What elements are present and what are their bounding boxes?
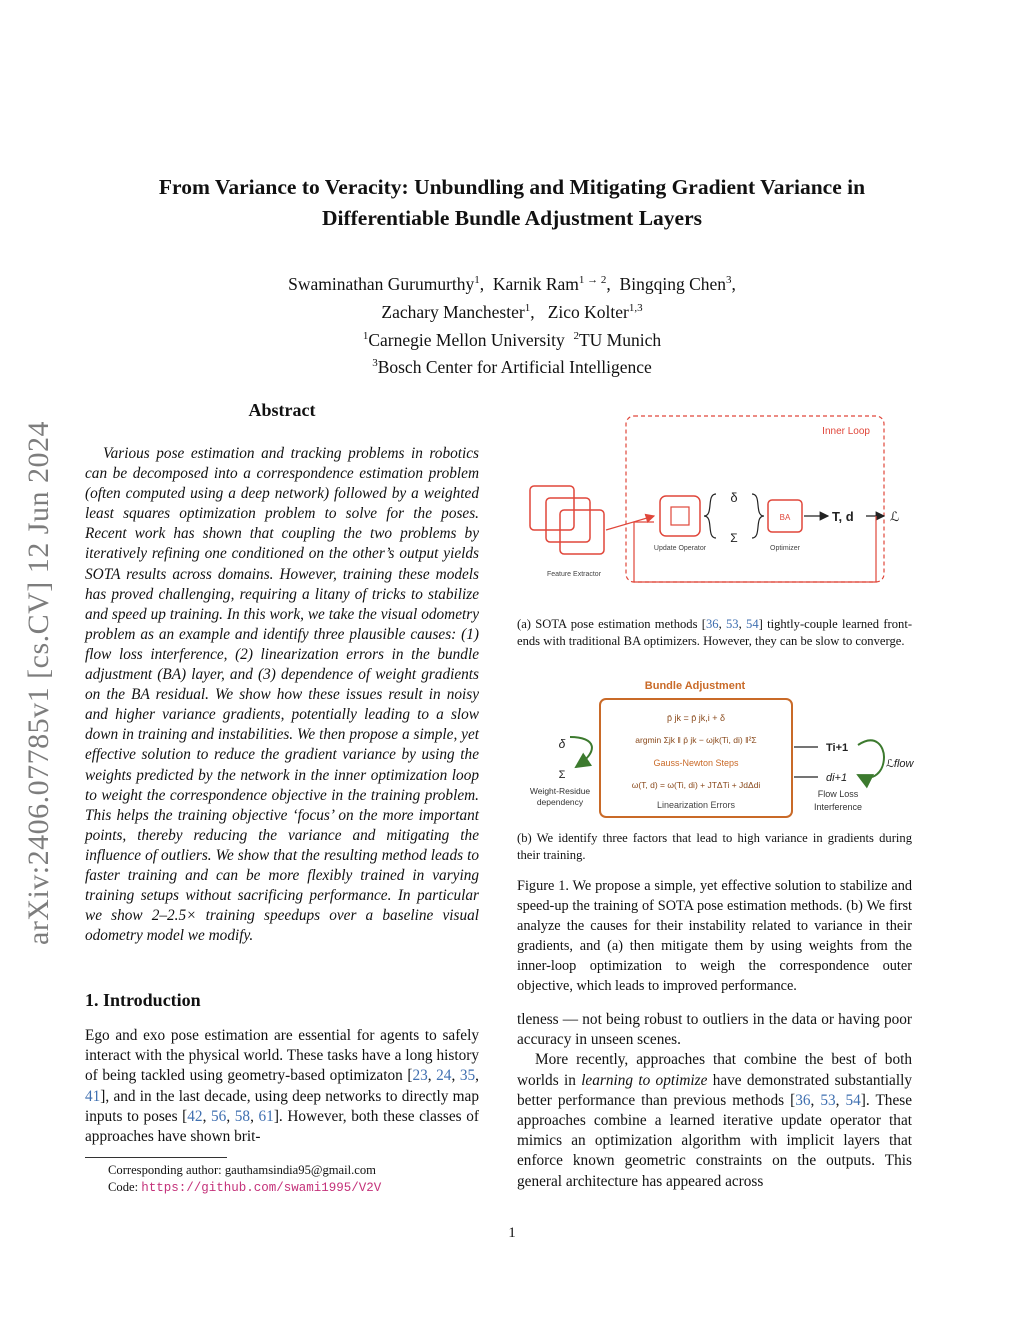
author-block bbox=[130, 268, 894, 379]
author-sup: 3 bbox=[726, 274, 732, 286]
intro-text: ], and in the last decade, using deep networks to directly map inputs to poses [ bbox=[85, 1087, 479, 1125]
flow-loss-arrow bbox=[858, 740, 884, 757]
caption-a: (a) SOTA pose estimation methods [36, 53, 54] tightly-couple learned front-ends with traditional BA optimizers. However, they can be slow to converge. bbox=[517, 617, 913, 648]
figure-1-caption: Figure 1. We propose a simple, yet effective solution to stabilize and speed-up the training of SOTA pose estimation methods. (b) We first analyze the causes for their instability related to variance in their gradients, and (a) then mitigate them by using weights from the inner-loop optimization to weigh the correspondence outer objective, which leads to improved performance. bbox=[517, 878, 912, 994]
delta-symbol: δ bbox=[558, 737, 566, 751]
author-name: Karnik Ram bbox=[492, 273, 579, 294]
arxiv-identifier: arXiv:2406.07785v1 [cs.CV] 12 Jun 2024 bbox=[22, 421, 55, 945]
inner-loop-label: Inner Loop bbox=[822, 426, 870, 437]
page-number: 1 bbox=[508, 1225, 516, 1241]
figure-b-diagram bbox=[520, 675, 920, 820]
author-sup: 1 → 2 bbox=[578, 274, 607, 286]
feature-extractor-frame bbox=[530, 486, 574, 530]
author-sup: 1 bbox=[474, 274, 480, 286]
author-name: Zachary Manchester bbox=[381, 301, 525, 322]
introduction-body bbox=[85, 1026, 479, 1147]
output-label: T, d bbox=[832, 509, 854, 524]
citation-link[interactable]: 54 bbox=[845, 1091, 861, 1109]
equation-3: ω(T, d) = ω(Ti, di) + JTΔTi + JdΔdi bbox=[631, 780, 761, 790]
equation-2: argmin Σjk ‖ p̄ jk − ωjk(Ti, di) ‖²Σ bbox=[635, 735, 757, 745]
paragraph-learning-to-optimize: More recently, approaches that combine the best of both worlds in learning to optimize have demonstrated substantially better performance than previous methods [36, 53, 54]. These approaches combine a learned iterative update operator that mimics an optimization algorithm with implicit layers that enforce known geometric constraints on the outputs. This general architecture has appeared across bbox=[517, 1051, 912, 1190]
loss-symbol: ℒ bbox=[890, 509, 900, 524]
code-label: Code: bbox=[108, 1180, 142, 1194]
abstract-heading: Abstract bbox=[248, 400, 316, 420]
linearization-errors-label: Linearization Errors bbox=[656, 800, 736, 810]
citation-link[interactable]: 42 bbox=[187, 1107, 203, 1125]
update-operator-inner bbox=[671, 507, 689, 525]
affiliation: Carnegie Mellon University bbox=[368, 329, 565, 350]
title-line-2: Differentiable Bundle Adjustment Layers bbox=[321, 206, 703, 230]
intro-paragraph: Ego and exo pose estimation are essential for agents to safely interact with the physical world. These tasks have a long history of being tackled using geometry-based optimizaton [23, 24, 35, 41], and in the last decade, using deep networks to directly map inputs to poses [42, 56, 58, 61]. However, both these classes of approaches have shown brit- bbox=[85, 1027, 479, 1146]
affiliation: TU Munich bbox=[578, 329, 662, 350]
abstract-text: Various pose estimation and tracking problems in robotics can be decomposed into a correspondence estimation problem (often computed using a deep network) followed by a weighted least squares optimization problem to solve for the poses. Recent work has shown that coupling the two problems by iteratively refining one conditioned on the other’s output yields SOTA results across domains. However, training these models has proved challenging, requiring a litany of tricks to stabilize and speed up training. In this work, we take the visual odometry problem as an example and identify three plausible causes: (1) flow loss interference, (2) linearization errors in the bundle adjustment (BA) layer, and (3) dependence of weight gradients on the BA residual. We show how these issues result in noisy and higher variance gradients, potentially leading to a slow down in training and instabilities. We then propose a simple, yet effective solution to reduce the gradient variance by using the weights predicted by the network in the inner optimization loop to weight the correspondence objective in the training problem. This helps the training objective ‘focus’ on the more important points, thereby reducing the variance and mitigating the influence of outliers. We show that the resulting method leads to faster training and can be more flexibly trained in varying training setups without sacrificing performance. In particular we show 2–2.5× training speedups over a baseline visual odometry model we modify. bbox=[85, 445, 479, 945]
citation-link[interactable]: 61 bbox=[258, 1107, 274, 1125]
author-line-2: Zachary Manchester$^1$, Zico Kolter$^{1,3}$ bbox=[381, 301, 643, 322]
author-name: Swaminathan Gurumurthy bbox=[288, 273, 475, 294]
brace-icon bbox=[704, 494, 716, 538]
sigma-symbol: Σ bbox=[730, 531, 738, 545]
body-text: More recently, approaches that combine the best of both worlds in bbox=[517, 1051, 912, 1089]
body-text: ]. These approaches combine a learned iterative update operator that mimics an optimization algorithm with implicit layers that enforce known geometric constraints on the outputs. This general architecture has appeared across bbox=[517, 1091, 912, 1190]
update-operator-box bbox=[660, 496, 700, 536]
caption-text: (a) SOTA pose estimation methods [ bbox=[517, 617, 706, 631]
affiliation-sup: 1 bbox=[362, 329, 369, 342]
weight-residue-arrow bbox=[570, 737, 592, 767]
citation-link[interactable]: 36 bbox=[705, 617, 719, 631]
author-line-1: Swaminathan Gurumurthy$^1$, Karnik Ram$^{1 \to 2}$, Bingqing Chen$^3$, bbox=[288, 273, 736, 294]
paper-title bbox=[80, 172, 944, 234]
citation-link[interactable]: 56 bbox=[211, 1107, 227, 1125]
abstract-body bbox=[85, 444, 479, 946]
flow-loss-label-2: Interference bbox=[813, 802, 863, 812]
feature-extractor-frame bbox=[546, 498, 590, 542]
flow-loss-label-1: Flow Loss bbox=[817, 789, 859, 799]
flow-loss-symbol: ℒflow bbox=[886, 758, 914, 770]
affiliation-sup: 3 bbox=[372, 357, 378, 370]
footnote bbox=[108, 1162, 381, 1197]
weight-residue-label-1: Weight-Residue bbox=[529, 786, 591, 796]
bundle-adjustment-title: Bundle Adjustment bbox=[644, 680, 746, 692]
title-line-1: From Variance to Veracity: Unbundling and Mitigating Gradient Variance in bbox=[158, 175, 866, 199]
author-sup: 1 bbox=[524, 301, 531, 314]
arrow-features-to-update bbox=[606, 516, 654, 530]
citation-link[interactable]: 35 bbox=[459, 1067, 476, 1085]
optimizer-label: Optimizer bbox=[770, 545, 800, 552]
equation-1: p̄ jk = p̄ jk,i + δ bbox=[666, 713, 726, 723]
footnote-divider bbox=[85, 1157, 227, 1158]
paragraph-continuation: tleness — not being robust to outliers in the data or having poor accuracy in unseen scenes. bbox=[517, 1011, 912, 1049]
weight-residue-label-2: dependency bbox=[536, 797, 584, 807]
gauss-newton-label: Gauss-Newton Steps bbox=[653, 758, 739, 768]
right-column-body bbox=[517, 1010, 912, 1192]
citation-link[interactable]: 41 bbox=[85, 1087, 101, 1105]
affiliation-sup: 2 bbox=[573, 329, 579, 342]
caption-text: ] tightly-couple learned front-ends with traditional BA optimizers. However, they can be slow to converge. bbox=[517, 617, 913, 648]
corresponding-author: Corresponding author: gauthamsindia95@gmail.com bbox=[108, 1163, 376, 1177]
feature-extractor-label: Feature Extractor bbox=[546, 571, 602, 578]
ba-label: BA bbox=[779, 513, 791, 522]
author-sup: 1,3 bbox=[628, 301, 643, 314]
citation-link[interactable]: 54 bbox=[746, 617, 759, 631]
code-line bbox=[108, 1179, 381, 1197]
intro-text: Ego and exo pose estimation are essential for agents to safely interact with the physical world. These tasks have a long history of being tackled using geometry-based optimizaton [ bbox=[85, 1027, 479, 1085]
citation-link[interactable]: 23 bbox=[412, 1067, 428, 1085]
affiliation-line-1 bbox=[130, 324, 894, 352]
citation-link[interactable]: 24 bbox=[436, 1067, 452, 1085]
affiliation: Bosch Center for Artificial Intelligence bbox=[377, 357, 652, 378]
code-link[interactable]: https://github.com/swami1995/V2V bbox=[141, 1181, 382, 1195]
t-output-label: Ti+1 bbox=[826, 742, 849, 754]
delta-symbol: δ bbox=[730, 490, 738, 505]
sigma-symbol: Σ bbox=[558, 769, 566, 781]
emphasis-text: learning to optimize bbox=[581, 1071, 708, 1089]
update-operator-label: Update Operator bbox=[653, 545, 707, 552]
author-name: Zico Kolter bbox=[547, 301, 629, 322]
citation-link[interactable]: 53 bbox=[726, 617, 739, 631]
intro-text: ]. However, both these classes of approaches have shown brit- bbox=[85, 1107, 479, 1146]
citation-link[interactable]: 53 bbox=[820, 1091, 836, 1109]
flow-loss-arrow bbox=[858, 757, 884, 778]
author-name: Bingqing Chen bbox=[619, 273, 727, 294]
inner-loop-box bbox=[626, 416, 884, 582]
affiliation-line-2 bbox=[130, 351, 894, 379]
feature-extractor-frame bbox=[560, 510, 604, 554]
figure-a-diagram bbox=[520, 412, 920, 608]
brace-icon bbox=[752, 494, 764, 538]
body-text: have demonstrated substantially better performance than previous methods [ bbox=[517, 1071, 912, 1109]
d-output-label: di+1 bbox=[826, 772, 848, 784]
introduction-heading: 1. Introduction bbox=[85, 990, 201, 1010]
citation-link[interactable]: 36 bbox=[795, 1091, 811, 1109]
caption-b: (b) We identify three factors that lead to high variance in gradients during their training. bbox=[517, 831, 912, 862]
citation-link[interactable]: 58 bbox=[234, 1107, 251, 1125]
